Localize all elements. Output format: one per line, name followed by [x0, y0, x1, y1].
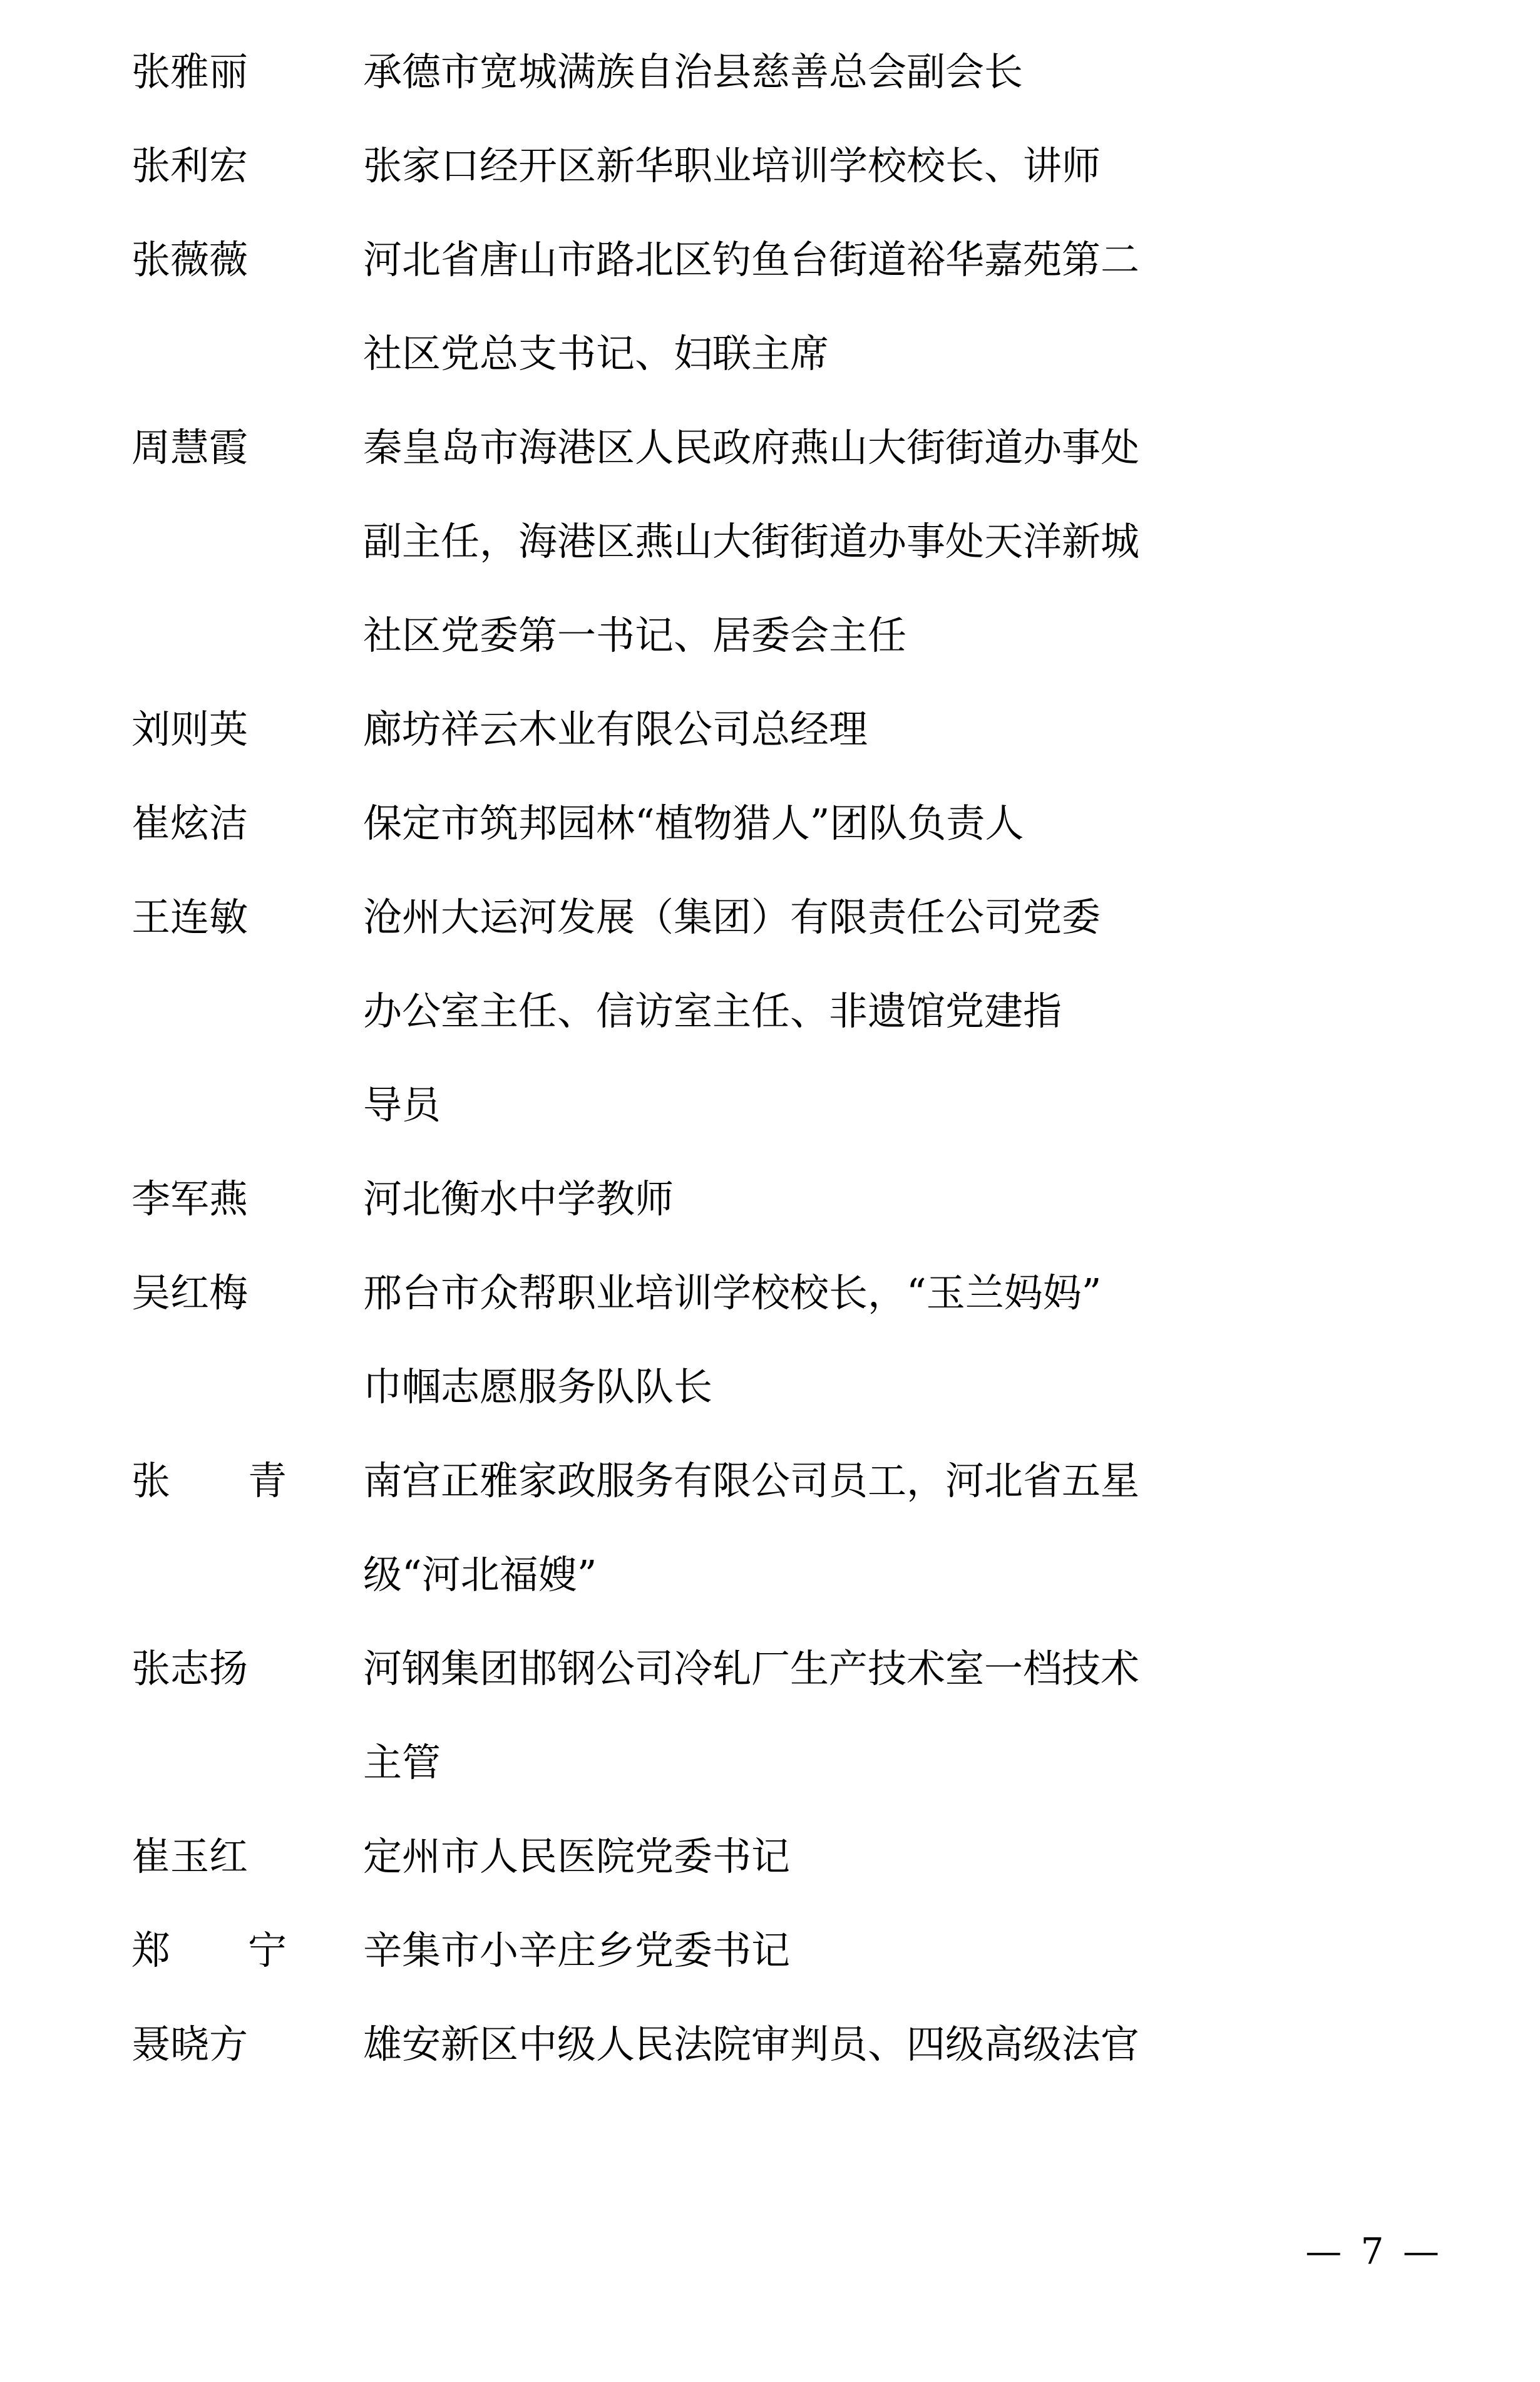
entry-description [363, 1998, 1465, 2091]
entry-name: 崔玉红 [131, 1833, 249, 1879]
entry-description [363, 25, 1465, 119]
entry-description [363, 1810, 1465, 1904]
entry-line: 主管 [363, 1740, 441, 1785]
entry-line: 张家口经开区新华职业培训学校校长、讲师 [363, 143, 1101, 188]
entry-name: 张利宏 [131, 143, 249, 188]
entry-line: 河钢集团邯钢公司冷轧厂生产技术室一档技术 [363, 1646, 1140, 1691]
entry-name: 张志扬 [131, 1646, 249, 1691]
entry-line: 副主任，海港区燕山大街街道办事处天洋新城 [363, 518, 1140, 564]
entry-line: 社区党总支书记、妇联主席 [363, 331, 829, 376]
list-item [131, 213, 1465, 401]
entry-description [363, 401, 1465, 683]
entry-description [363, 1152, 1465, 1246]
list-item [131, 25, 1465, 119]
list-item [131, 1152, 1465, 1246]
entry-description [363, 870, 1465, 1152]
list-item [131, 776, 1465, 870]
entry-name: 郑 宁 [131, 1927, 287, 1973]
list-item [131, 1810, 1465, 1904]
entry-line: 河北省唐山市路北区钓鱼台街道裕华嘉苑第二 [363, 237, 1140, 282]
entry-line: 廊坊祥云木业有限公司总经理 [363, 706, 868, 752]
entry-description [363, 1904, 1465, 1998]
entry-line: 河北衡水中学教师 [363, 1176, 674, 1222]
entry-line: 辛集市小辛庄乡党委书记 [363, 1927, 791, 1973]
list-item [131, 1622, 1465, 1810]
entry-name: 张雅丽 [131, 49, 249, 95]
entry-name: 崔炫洁 [131, 800, 249, 846]
entry-name: 吴红梅 [131, 1270, 249, 1316]
entry-line: 级“河北福嫂” [363, 1552, 597, 1597]
entry-description [363, 1434, 1465, 1622]
entry-name: 张薇薇 [131, 237, 249, 282]
entry-line: 秦皇岛市海港区人民政府燕山大街街道办事处 [363, 425, 1140, 470]
entry-description [363, 119, 1465, 213]
entry-line: 雄安新区中级人民法院审判员、四级高级法官 [363, 2021, 1140, 2067]
entry-line: 邢台市众帮职业培训学校校长，“玉兰妈妈” [363, 1270, 1102, 1316]
entry-name: 刘则英 [131, 706, 249, 752]
entry-description [363, 1246, 1465, 1434]
list-item [131, 683, 1465, 776]
page-number: — 7 — [1305, 2230, 1443, 2272]
entry-name: 李军燕 [131, 1176, 249, 1222]
list-item [131, 1246, 1465, 1434]
list-item [131, 870, 1465, 1152]
list-item [131, 401, 1465, 683]
entry-line: 承德市宽城满族自治县慈善总会副会长 [363, 49, 1024, 95]
entry-line: 社区党委第一书记、居委会主任 [363, 612, 907, 658]
list-item [131, 119, 1465, 213]
entry-line: 南宫正雅家政服务有限公司员工，河北省五星 [363, 1458, 1140, 1503]
entry-name: 张 青 [131, 1458, 287, 1503]
entry-name: 王连敏 [131, 894, 249, 940]
list-item [131, 1904, 1465, 1998]
list-item [131, 1434, 1465, 1622]
entry-name: 聂晓方 [131, 2021, 249, 2067]
entry-line: 保定市筑邦园林“植物猎人”团队负责人 [363, 800, 1024, 846]
entry-line: 办公室主任、信访室主任、非遗馆党建指 [363, 988, 1062, 1034]
list-item [131, 1998, 1465, 2091]
entry-description [363, 213, 1465, 401]
entry-line: 定州市人民医院党委书记 [363, 1833, 791, 1879]
entry-description [363, 776, 1465, 870]
entry-line: 导员 [363, 1082, 441, 1128]
entry-name: 周慧霞 [131, 425, 249, 470]
entry-line: 沧州大运河发展（集团）有限责任公司党委 [363, 894, 1101, 940]
entry-line: 巾帼志愿服务队队长 [363, 1364, 713, 1410]
entry-description [363, 1622, 1465, 1810]
entry-description [363, 683, 1465, 776]
